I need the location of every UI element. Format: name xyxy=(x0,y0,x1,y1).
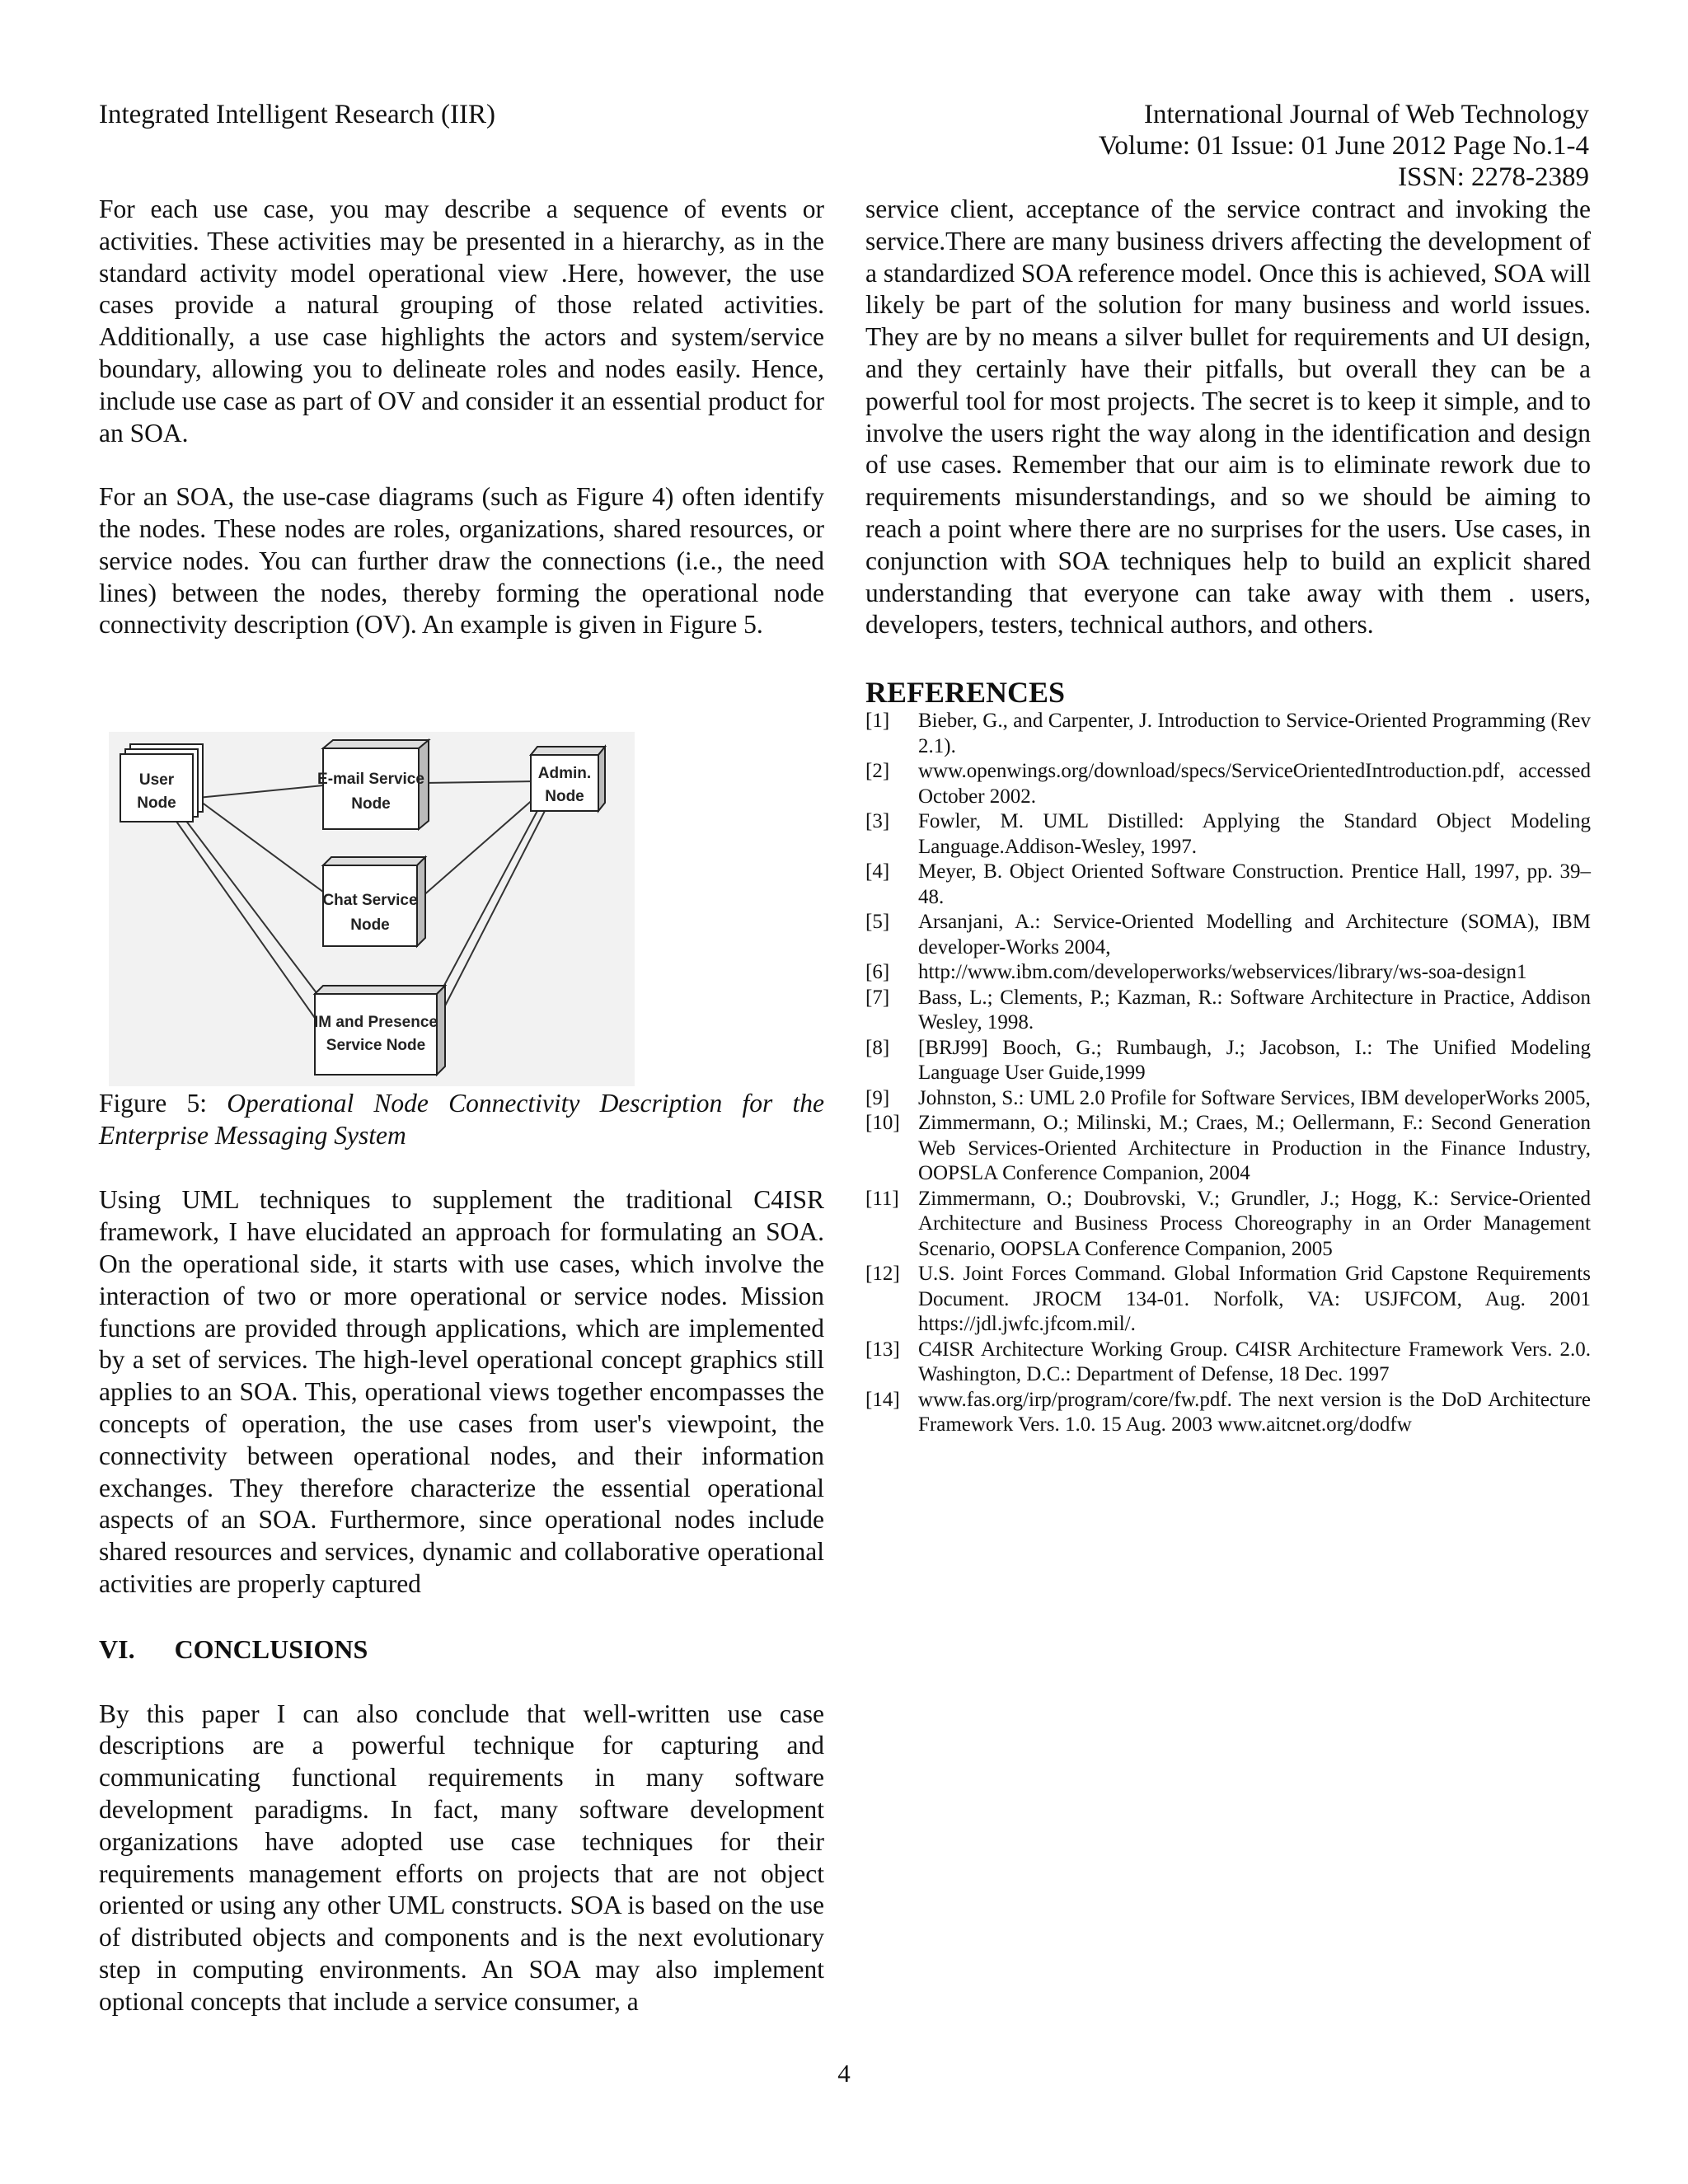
reference-number: [3] xyxy=(865,810,890,833)
reference-text: Meyer, B. Object Oriented Software Construction. Prentice Hall, 1997, pp. 39–48. xyxy=(918,860,1591,908)
left-column-top xyxy=(99,194,824,641)
reference-item xyxy=(865,1187,1591,1263)
reference-item xyxy=(865,709,1591,759)
reference-number: [6] xyxy=(865,961,890,984)
reference-number: [2] xyxy=(865,760,890,783)
section-number: VI. xyxy=(99,1633,135,1664)
journal-header-right xyxy=(1099,99,1589,193)
reference-number: [1] xyxy=(865,710,890,733)
paragraph: For each use case, you may describe a sequence of events or activities. These activities may be presented in a hierarchy, as in the standard activity model operational view .Here, however, the use cases provide a natural grouping of those related activities. Additionally, a use case highlights the actors and system/service boundary, allowing you to delineate roles and nodes easily. Hence, include use case as part of OV and consider it an essential product for an SOA. xyxy=(99,194,824,448)
node-connectivity-diagram xyxy=(109,732,635,1086)
reference-text: [BRJ99] Booch, G.; Rumbaugh, J.; Jacobson, I.: The Unified Modeling Language User Guide,1999 xyxy=(918,1036,1591,1085)
reference-item xyxy=(865,1262,1591,1338)
reference-text: www.openwings.org/download/specs/ServiceOrientedIntroduction.pdf, accessed October 2002. xyxy=(918,760,1591,808)
reference-text: http://www.ibm.com/developerworks/webservices/library/ws-soa-design1 xyxy=(918,961,1527,984)
left-column-bottom xyxy=(99,1088,824,2018)
email-node-label: Node xyxy=(351,795,391,813)
reference-text: Johnston, S.: UML 2.0 Profile for Software Services, IBM developerWorks 2005, xyxy=(918,1086,1591,1109)
journal-issn: ISSN: 2278-2389 xyxy=(1398,162,1589,192)
admin-node-label: Node xyxy=(545,788,584,805)
reference-text: www.fas.org/irp/program/core/fw.pdf. The next version is the DoD Architecture Framework Vers. 1.0. 15 Aug. 2003 www.aitcnet.org/dodfw xyxy=(918,1388,1591,1436)
reference-item xyxy=(865,809,1591,860)
figure-caption xyxy=(99,1088,824,1152)
caption-label: Figure 5: xyxy=(99,1089,227,1118)
reference-number: [11] xyxy=(865,1187,899,1210)
reference-text: Fowler, M. UML Distilled: Applying the Standard Object Modeling Language.Addison-Wesley, 1997. xyxy=(918,810,1591,858)
journal-title: International Journal of Web Technology xyxy=(1143,100,1589,129)
reference-number: [14] xyxy=(865,1388,900,1411)
im-presence-node xyxy=(314,986,445,1075)
user-node-label: Node xyxy=(137,794,176,812)
page-number: 4 xyxy=(837,2059,851,2088)
reference-item xyxy=(865,1338,1591,1388)
right-column xyxy=(865,194,1591,1438)
chat-service-node xyxy=(322,857,425,946)
reference-number: [12] xyxy=(865,1263,900,1286)
paragraph: Using UML techniques to supplement the traditional C4ISR framework, I have elucidated an approach for formulating an SOA. On the operational side, it starts with use cases, which involve the interaction of two or more operational or service nodes. Mission functions are provided through applications, which are implemented by a set of services. The high-level operational concept graphics still applies to an SOA. This, operational views together encompasses the concepts of operation, the use cases from user's viewpoint, the connectivity between operational nodes, and their information exchanges. They therefore characterize the essential operational aspects of an SOA. Furthermore, since operational nodes include shared resources and services, dynamic and collaborative operational activities are properly captured xyxy=(99,1185,824,1598)
reference-text: Zimmermann, O.; Doubrovski, V.; Grundler, J.; Hogg, K.: Service-Oriented Architecture and Business Process Choreography in an Order Management Scenario, OOPSLA Conference Companion, 2005 xyxy=(918,1187,1591,1260)
im-node-label: Service Node xyxy=(326,1037,426,1054)
user-node xyxy=(120,744,203,822)
paragraph: service client, acceptance of the service contract and invoking the service.There are many business drivers affecting the development of a standardized SOA reference model. Once this is achieved, SOA will likely be part of the solution for many business and world issues. They are by no means a silver bullet for requirements and UI design, and they certainly have their pitfalls, but overall they can be a powerful tool for most projects. The secret is to keep it simple, and to involve the users right the way along in the identification and design of use cases. Remember that our aim is to eliminate rework due to requirements misunderstandings, and so we should be aiming to reach a point where there are no surprises for the users. Use cases, in conjunction with SOA techniques help to build an explicit shared understanding that everyone can take away with them . users, developers, testers, technical authors, and others. xyxy=(865,194,1591,640)
reference-item xyxy=(865,986,1591,1036)
email-node-label: E-mail Service xyxy=(317,771,424,788)
journal-header-left: Integrated Intelligent Research (IIR) xyxy=(99,100,496,129)
reference-number: [9] xyxy=(865,1086,890,1109)
admin-node-label: Admin. xyxy=(537,765,592,782)
reference-text: C4ISR Architecture Working Group. C4ISR Architecture Framework Vers. 2.0. Washington, D.C.: Department of Defense, 18 Dec. 1997 xyxy=(918,1338,1591,1386)
reference-item xyxy=(865,759,1591,809)
reference-number: [5] xyxy=(865,911,890,934)
reference-item xyxy=(865,860,1591,910)
section-heading xyxy=(99,1633,824,1666)
reference-item xyxy=(865,1111,1591,1187)
reference-text: Arsanjani, A.: Service-Oriented Modelling and Architecture (SOMA), IBM developer-Works 2004, xyxy=(918,911,1591,958)
reference-number: [13] xyxy=(865,1338,900,1361)
figure-5-diagram xyxy=(109,732,635,1086)
reference-number: [10] xyxy=(865,1112,900,1135)
reference-text: Zimmermann, O.; Milinski, M.; Craes, M.; Oellermann, F.: Second Generation Web Services-Oriented Architecture in Production in the Finance Industry, OOPSLA Conference Companion, 2004 xyxy=(918,1112,1591,1185)
admin-node xyxy=(531,747,605,811)
chat-node-label: Chat Service xyxy=(322,892,418,909)
reference-item xyxy=(865,1086,1591,1112)
reference-item xyxy=(865,910,1591,960)
user-node-label: User xyxy=(138,771,175,789)
paragraph: By this paper I can also conclude that well-written use case descriptions are a powerful technique for capturing and communicating functional requirements in many software development paradigms. In fact, many software development organizations have adopted use case techniques for their requirements management efforts on projects that are not object oriented or using any other UML constructs. SOA is based on the use of distributed objects and components and is the next evolutionary step in computing environments. An SOA may also implement optional concepts that include a service consumer, a xyxy=(99,1699,824,2016)
im-node-label: IM and Presence xyxy=(314,1014,438,1031)
caption-text: Operational Node Connectivity Description for the Enterprise Messaging System xyxy=(99,1089,824,1150)
email-service-node xyxy=(317,740,429,829)
paragraph: For an SOA, the use-case diagrams (such as Figure 4) often identify the nodes. These nodes are roles, organizations, shared resources, or service nodes. You can further draw the connections (i.e., the need lines) between the nodes, thereby forming the operational node connectivity description (OV). An example is given in Figure 5. xyxy=(99,482,824,640)
references-heading: REFERENCES xyxy=(865,676,1066,710)
reference-item xyxy=(865,1036,1591,1086)
reference-text: Bass, L.; Clements, P.; Kazman, R.: Software Architecture in Practice, Addison Wesley, 1998. xyxy=(918,986,1591,1034)
reference-list xyxy=(865,709,1591,1438)
reference-item xyxy=(865,960,1591,986)
reference-number: [8] xyxy=(865,1036,890,1059)
reference-text: Bieber, G., and Carpenter, J. Introduction to Service-Oriented Programming (Rev 2.1). xyxy=(918,710,1591,757)
journal-volume: Volume: 01 Issue: 01 June 2012 Page No.1-4 xyxy=(1098,131,1589,161)
chat-node-label: Node xyxy=(350,916,390,934)
section-title: CONCLUSIONS xyxy=(174,1633,368,1664)
reference-number: [4] xyxy=(865,860,890,883)
reference-number: [7] xyxy=(865,986,890,1009)
reference-item xyxy=(865,1388,1591,1438)
reference-text: U.S. Joint Forces Command. Global Information Grid Capstone Requirements Document. JROCM 134-01. Norfolk, VA: USJFCOM, Aug. 2001 https://jdl.jwfc.jfcom.mil/. xyxy=(918,1263,1591,1336)
